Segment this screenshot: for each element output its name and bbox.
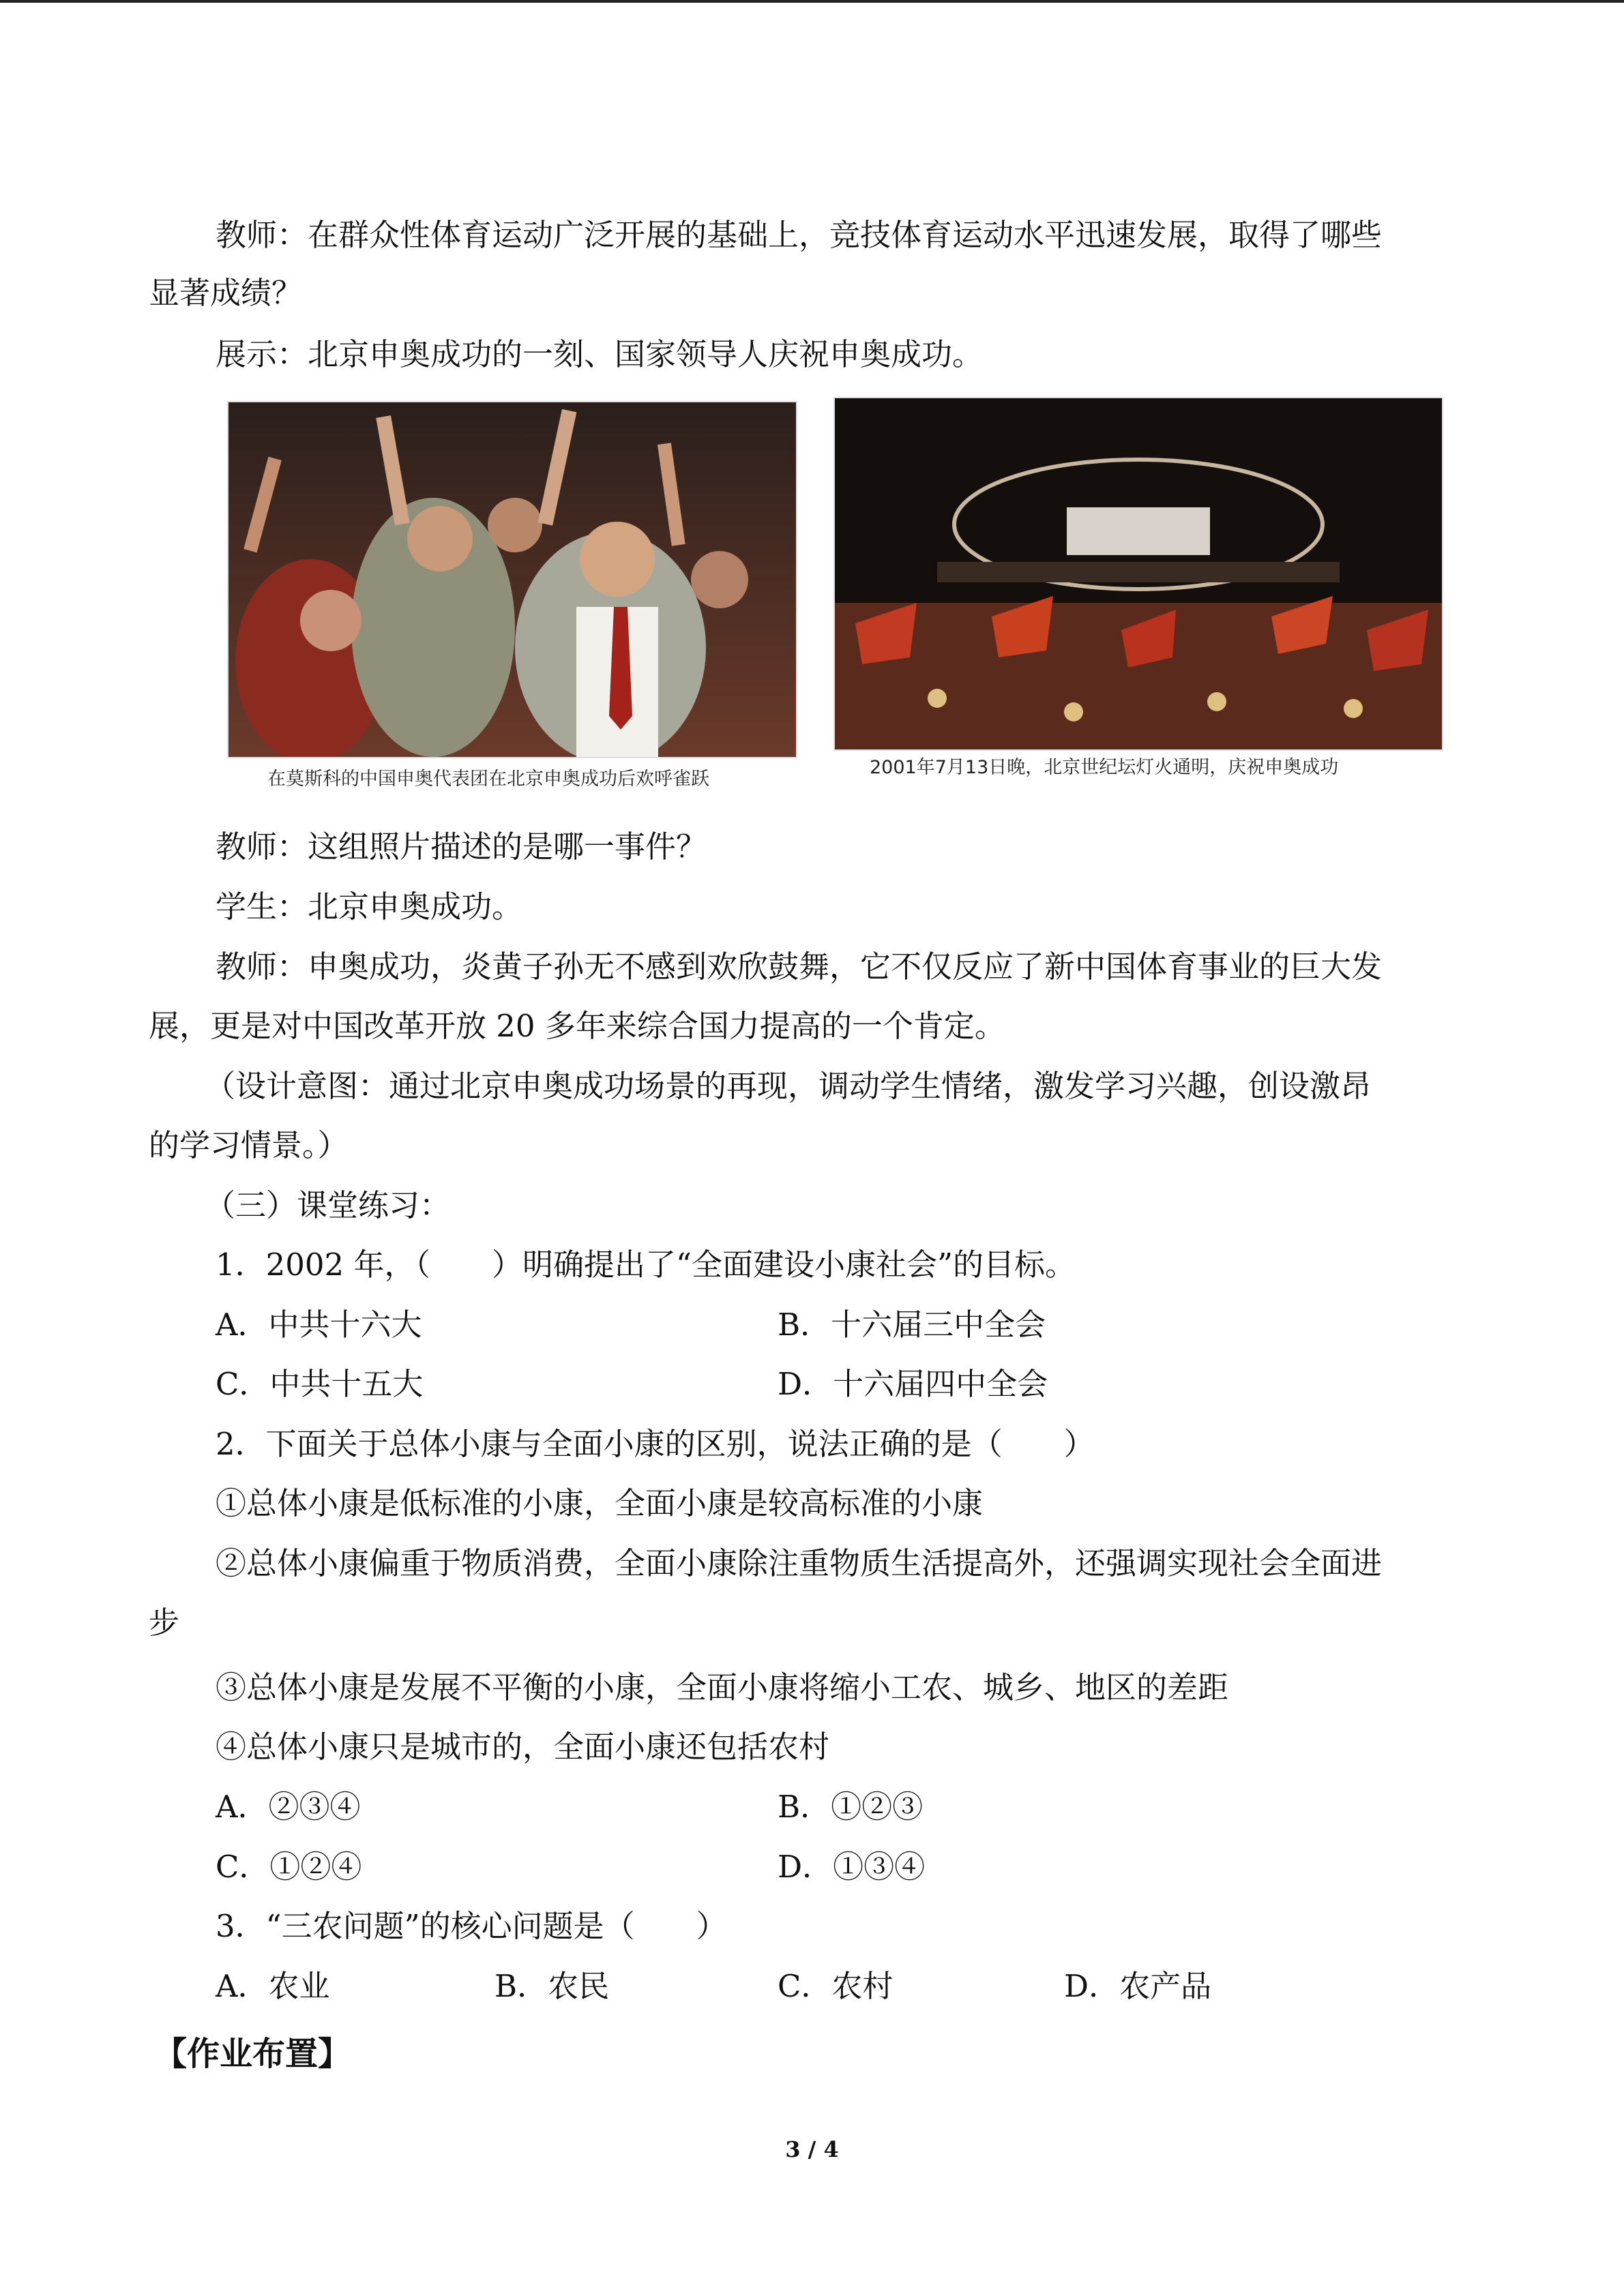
page-number: 3 / 4 xyxy=(785,2136,839,2162)
photo-delegation-celebration xyxy=(227,401,797,758)
photo-millennium-altar-celebration xyxy=(833,397,1443,751)
question-3-stem: 3．“三农问题”的核心问题是（ ） xyxy=(216,1908,727,1944)
caption-left-photo: 在莫斯科的中国申奥代表团在北京申奥成功后欢呼雀跃 xyxy=(267,769,709,790)
question-2-option-b: B．①②③ xyxy=(778,1789,924,1825)
question-1-stem: 1．2002 年，（ ）明确提出了“全面建设小康社会”的目标。 xyxy=(216,1247,1076,1283)
question-3-option-a: A．农业 xyxy=(216,1968,330,2004)
question-2-statement-2-continued: 步 xyxy=(149,1605,180,1641)
question-1-option-c: C．中共十五大 xyxy=(216,1366,424,1402)
question-2-option-c: C．①②④ xyxy=(216,1849,362,1885)
section-heading-homework: 【作业布置】 xyxy=(154,2035,351,2073)
caption-right-photo: 2001年7月13日晚，北京世纪坛灯火通明，庆祝申奥成功 xyxy=(870,757,1339,778)
section-classroom-exercises: （三）课堂练习： xyxy=(205,1187,451,1223)
photo-delegation-illustration xyxy=(228,402,796,757)
question-3-option-c: C．农村 xyxy=(778,1968,894,2004)
question-2-statement-2: ②总体小康偏重于物质消费，全面小康除注重物质生活提高外，还强调实现社会全面进 xyxy=(216,1545,1383,1581)
question-3-option-d: D．农产品 xyxy=(1064,1968,1212,2004)
photo-night-celebration-illustration xyxy=(835,398,1442,749)
paragraph-teacher-question-line1: 教师：在群众性体育运动广泛开展的基础上，竞技体育运动水平迅速发展，取得了哪些 xyxy=(216,217,1383,253)
paragraph-design-intent-line1: （设计意图：通过北京申奥成功场景的再现，调动学生情绪，激发学习兴趣，创设激昂 xyxy=(205,1068,1372,1104)
paragraph-teacher-comment-line1: 教师：申奥成功，炎黄子孙无不感到欢欣鼓舞，它不仅反应了新中国体育事业的巨大发 xyxy=(216,949,1383,985)
top-border xyxy=(0,0,1624,3)
question-2-statement-3: ③总体小康是发展不平衡的小康，全面小康将缩小工农、城乡、地区的差距 xyxy=(216,1669,1229,1705)
question-2-option-d: D．①③④ xyxy=(778,1849,926,1885)
question-2-statement-4: ④总体小康只是城市的，全面小康还包括农村 xyxy=(216,1729,830,1765)
paragraph-teacher-comment-line2: 展，更是对中国改革开放 20 多年来综合国力提高的一个肯定。 xyxy=(149,1008,1005,1044)
question-1-option-d: D．十六届四中全会 xyxy=(778,1366,1048,1402)
paragraph-show: 展示：北京申奥成功的一刻、国家领导人庆祝申奥成功。 xyxy=(216,336,984,372)
question-1-option-b: B．十六届三中全会 xyxy=(778,1307,1046,1343)
question-1-option-a: A．中共十六大 xyxy=(216,1307,422,1343)
paragraph-design-intent-line2: 的学习情景。） xyxy=(149,1127,349,1163)
question-3-option-b: B．农民 xyxy=(494,1968,610,2004)
question-2-statement-1: ①总体小康是低标准的小康，全面小康是较高标准的小康 xyxy=(216,1485,984,1521)
paragraph-student-answer: 学生：北京申奥成功。 xyxy=(216,889,523,925)
question-2-option-a: A．②③④ xyxy=(216,1789,361,1825)
paragraph-teacher-which-event: 教师：这组照片描述的是哪一事件？ xyxy=(216,829,707,865)
paragraph-teacher-question-line2: 显著成绩？ xyxy=(149,275,303,311)
question-2-stem: 2．下面关于总体小康与全面小康的区别，说法正确的是（ ） xyxy=(216,1426,1095,1462)
